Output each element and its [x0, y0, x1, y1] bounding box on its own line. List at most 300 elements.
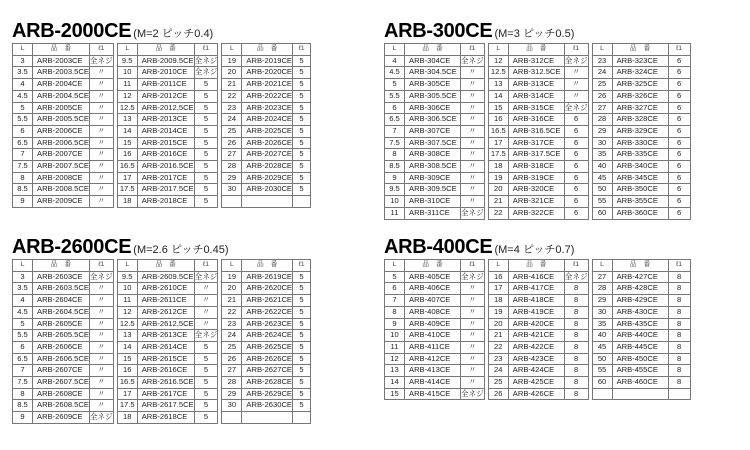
thread-length-cell: 5 [194, 90, 218, 102]
thread-length-cell: 〃 [89, 400, 113, 412]
thread-length-cell: 8 [564, 365, 588, 377]
thread-length-cell: 6 [668, 184, 690, 196]
thread-length-cell: 〃 [89, 79, 113, 91]
table-header-row [117, 260, 218, 272]
part-number-cell: ARB-2016.5CE [137, 161, 194, 173]
part-number-cell: ARB-314CE [508, 90, 564, 102]
part-number-cell: ARB-327CE [612, 102, 668, 114]
series-spec: (M=2.6 ピッチ0.45) [133, 244, 229, 256]
length-cell: 22 [488, 207, 508, 219]
table-row [222, 114, 311, 126]
table-row [385, 55, 485, 67]
thread-length-cell: 6 [564, 161, 588, 173]
table-row [385, 125, 485, 137]
length-cell: 35 [592, 318, 612, 330]
table-header-row [13, 44, 114, 56]
thread-length-cell: 5 [293, 388, 311, 400]
length-cell: 9 [385, 172, 405, 184]
part-number-cell: ARB-2625CE [242, 341, 293, 353]
table-row [592, 184, 690, 196]
part-number-cell: ARB-428CE [612, 283, 668, 295]
part-number-cell: ARB-310CE [405, 196, 461, 208]
length-cell: 14 [117, 125, 137, 137]
table-row [117, 102, 218, 114]
thread-length-cell: 〃 [89, 295, 113, 307]
table-row [13, 67, 114, 79]
part-number-cell [242, 196, 293, 208]
thread-length-cell: 〃 [89, 137, 113, 149]
table-row [385, 114, 485, 126]
table-row [13, 149, 114, 161]
part-number-cell: ARB-414CE [405, 377, 461, 389]
part-number-cell: ARB-2623CE [242, 318, 293, 330]
part-number-cell [612, 388, 668, 400]
table-row [385, 318, 485, 330]
table-row [117, 306, 218, 318]
part-number-cell: ARB-306CE [405, 102, 461, 114]
thread-length-cell: 6 [668, 79, 690, 91]
thread-length-cell: 5 [293, 377, 311, 389]
header-length: L [117, 260, 137, 272]
part-number-cell: ARB-2011CE [137, 79, 194, 91]
length-cell: 17.5 [117, 184, 137, 196]
table-row [222, 196, 311, 208]
part-number-cell: ARB-2613CE [137, 330, 194, 342]
thread-length-cell: 6 [564, 196, 588, 208]
thread-length-cell: 〃 [89, 149, 113, 161]
table-row [592, 196, 690, 208]
length-cell: 23 [592, 55, 612, 67]
thread-length-cell: 〃 [461, 330, 485, 342]
part-number-cell: ARB-2603CE [33, 271, 90, 283]
thread-length-cell: 〃 [89, 102, 113, 114]
part-number-cell: ARB-308.5CE [405, 161, 461, 173]
table-row [13, 388, 114, 400]
table-row [592, 149, 690, 161]
length-cell: 11 [117, 295, 137, 307]
part-number-cell: ARB-425CE [508, 377, 564, 389]
table-row [117, 271, 218, 283]
table-row [222, 283, 311, 295]
header-length: L [488, 260, 508, 272]
series-spec: (M=2 ピッチ0.4) [133, 28, 214, 40]
table-row [13, 330, 114, 342]
part-number-cell: ARB-411CE [405, 341, 461, 353]
table-row [592, 161, 690, 173]
part-number-cell: ARB-460CE [612, 377, 668, 389]
part-number-cell: ARB-335CE [612, 149, 668, 161]
part-number-cell: ARB-2609CE [33, 412, 90, 424]
table-row [13, 412, 114, 424]
section-title [12, 236, 311, 258]
length-cell: 8 [385, 306, 405, 318]
table-row [117, 283, 218, 295]
header-part-number: 品 番 [33, 44, 90, 56]
table-row [117, 365, 218, 377]
thread-length-cell [293, 412, 311, 424]
thread-length-cell: 〃 [564, 67, 588, 79]
thread-length-cell: 8 [564, 295, 588, 307]
length-cell: 6.5 [13, 353, 33, 365]
thread-length-cell: 〃 [89, 365, 113, 377]
part-number-cell: ARB-450CE [612, 353, 668, 365]
length-cell: 5 [13, 102, 33, 114]
table-row [488, 79, 588, 91]
thread-length-cell: 6 [564, 172, 588, 184]
header-part-number: 品 番 [508, 44, 564, 56]
length-cell: 60 [592, 207, 612, 219]
header-thread-length: ℓ1 [89, 44, 113, 56]
thread-length-cell: 全ネジ [89, 412, 113, 424]
table-row [385, 295, 485, 307]
table-row [488, 341, 588, 353]
table-row [117, 196, 218, 208]
part-number-cell: ARB-420CE [508, 318, 564, 330]
thread-length-cell: 8 [564, 330, 588, 342]
table-header-row [592, 260, 690, 272]
thread-length-cell: 5 [293, 295, 311, 307]
length-cell: 6 [385, 102, 405, 114]
thread-length-cell: 〃 [89, 161, 113, 173]
part-number-cell: ARB-2006.5CE [33, 137, 90, 149]
table-row [385, 271, 485, 283]
header-thread-length: ℓ1 [194, 44, 218, 56]
table-row [13, 377, 114, 389]
thread-length-cell: 8 [668, 341, 690, 353]
thread-length-cell: 〃 [461, 102, 485, 114]
table-row [222, 330, 311, 342]
thread-length-cell [293, 196, 311, 208]
length-cell: 8 [13, 388, 33, 400]
table-row [488, 271, 588, 283]
table-row [592, 207, 690, 219]
thread-length-cell: 〃 [89, 377, 113, 389]
table-row [117, 67, 218, 79]
table-row [13, 125, 114, 137]
part-number-cell: ARB-318CE [508, 161, 564, 173]
thread-length-cell: 5 [194, 172, 218, 184]
length-cell: 11 [385, 207, 405, 219]
table-row [592, 114, 690, 126]
part-number-cell: ARB-445CE [612, 341, 668, 353]
length-cell: 50 [592, 353, 612, 365]
thread-length-cell: 8 [668, 271, 690, 283]
part-number-cell: ARB-2021CE [242, 79, 293, 91]
table-row [592, 137, 690, 149]
part-number-cell: ARB-2618CE [137, 412, 194, 424]
length-cell: 17 [117, 172, 137, 184]
part-number-cell: ARB-326CE [612, 90, 668, 102]
thread-length-cell: 〃 [461, 184, 485, 196]
thread-length-cell: 5 [194, 125, 218, 137]
length-cell: 25 [592, 79, 612, 91]
table-row [385, 102, 485, 114]
spec-tables [12, 43, 311, 208]
table-row [13, 306, 114, 318]
length-cell: 30 [222, 184, 242, 196]
thread-length-cell: 6 [668, 102, 690, 114]
part-number-cell: ARB-408CE [405, 306, 461, 318]
length-cell: 21 [222, 79, 242, 91]
table-row [592, 172, 690, 184]
part-number-cell: ARB-319CE [508, 172, 564, 184]
table-row [117, 388, 218, 400]
part-number-cell: ARB-2017CE [137, 172, 194, 184]
thread-length-cell: 5 [293, 353, 311, 365]
table-row [13, 295, 114, 307]
thread-length-cell: 5 [293, 283, 311, 295]
thread-length-cell: 〃 [461, 353, 485, 365]
part-number-cell: ARB-435CE [612, 318, 668, 330]
thread-length-cell: 5 [194, 365, 218, 377]
part-number-cell: ARB-429CE [612, 295, 668, 307]
part-number-cell: ARB-2008.5CE [33, 184, 90, 196]
part-number-cell: ARB-312CE [508, 55, 564, 67]
table-row [592, 125, 690, 137]
thread-length-cell: 8 [564, 306, 588, 318]
thread-length-cell: 〃 [461, 90, 485, 102]
length-cell: 8.5 [13, 400, 33, 412]
spec-table [12, 259, 114, 424]
thread-length-cell: 全ネジ [461, 388, 485, 400]
table-row [222, 377, 311, 389]
thread-length-cell: 全ネジ [461, 271, 485, 283]
thread-length-cell: 6 [668, 161, 690, 173]
thread-length-cell: 8 [668, 283, 690, 295]
thread-length-cell: 〃 [461, 67, 485, 79]
table-row [592, 330, 690, 342]
table-row [385, 377, 485, 389]
length-cell: 7 [13, 149, 33, 161]
length-cell: 26 [592, 90, 612, 102]
table-row [13, 90, 114, 102]
header-part-number: 品 番 [242, 260, 293, 272]
part-number-cell: ARB-2630CE [242, 400, 293, 412]
table-row [117, 377, 218, 389]
length-cell: 5.5 [385, 90, 405, 102]
thread-length-cell: 8 [668, 306, 690, 318]
part-number-cell: ARB-405CE [405, 271, 461, 283]
part-number-cell: ARB-2604CE [33, 295, 90, 307]
thread-length-cell: 6 [668, 55, 690, 67]
table-row [592, 365, 690, 377]
table-row [592, 377, 690, 389]
table-row [222, 184, 311, 196]
thread-length-cell: 〃 [194, 283, 218, 295]
header-length: L [592, 44, 612, 56]
part-number-cell: ARB-2612.5CE [137, 318, 194, 330]
thread-length-cell: 5 [293, 365, 311, 377]
length-cell: 12.5 [117, 102, 137, 114]
spec-table [488, 43, 589, 220]
part-number-cell: ARB-426CE [508, 388, 564, 400]
header-thread-length: ℓ1 [668, 44, 690, 56]
part-number-cell: ARB-2604.5CE [33, 306, 90, 318]
table-row [222, 125, 311, 137]
part-number-cell: ARB-304.5CE [405, 67, 461, 79]
length-cell: 4.5 [385, 67, 405, 79]
thread-length-cell: 8 [564, 283, 588, 295]
table-row [385, 341, 485, 353]
length-cell: 16.5 [488, 125, 508, 137]
length-cell: 7.5 [13, 377, 33, 389]
part-number-cell: ARB-311CE [405, 207, 461, 219]
length-cell: 3.5 [13, 67, 33, 79]
thread-length-cell: 5 [194, 388, 218, 400]
part-number-cell: ARB-2619CE [242, 271, 293, 283]
thread-length-cell: 6 [564, 125, 588, 137]
table-row [13, 271, 114, 283]
length-cell: 20 [488, 318, 508, 330]
part-number-cell: ARB-2024CE [242, 114, 293, 126]
part-number-cell: ARB-2028CE [242, 161, 293, 173]
length-cell: 8 [385, 149, 405, 161]
table-row [488, 196, 588, 208]
part-number-cell: ARB-355CE [612, 196, 668, 208]
part-number-cell: ARB-2612CE [137, 306, 194, 318]
length-cell: 5 [385, 271, 405, 283]
table-row [488, 102, 588, 114]
table-row [385, 184, 485, 196]
thread-length-cell: 6 [564, 184, 588, 196]
table-row [385, 172, 485, 184]
length-cell: 13 [488, 79, 508, 91]
length-cell: 5 [13, 318, 33, 330]
table-row [592, 388, 690, 400]
part-number-cell: ARB-2025CE [242, 125, 293, 137]
thread-length-cell: 6 [564, 149, 588, 161]
part-number-cell: ARB-2626CE [242, 353, 293, 365]
thread-length-cell: 5 [194, 341, 218, 353]
table-row [117, 114, 218, 126]
part-number-cell: ARB-2014CE [137, 125, 194, 137]
thread-length-cell: 5 [293, 102, 311, 114]
section-title [384, 236, 691, 258]
thread-length-cell: 〃 [89, 184, 113, 196]
thread-length-cell: 〃 [461, 149, 485, 161]
part-number-cell: ARB-455CE [612, 365, 668, 377]
table-row [13, 161, 114, 173]
thread-length-cell: 5 [293, 125, 311, 137]
thread-length-cell: 〃 [461, 125, 485, 137]
length-cell: 30 [592, 137, 612, 149]
table-row [117, 295, 218, 307]
part-number-cell: ARB-2017.5CE [137, 184, 194, 196]
part-number-cell: ARB-2027CE [242, 149, 293, 161]
length-cell: 29 [222, 388, 242, 400]
length-cell: 10 [117, 283, 137, 295]
table-row [13, 365, 114, 377]
part-number-cell: ARB-2629CE [242, 388, 293, 400]
header-length: L [222, 260, 242, 272]
thread-length-cell: 〃 [461, 283, 485, 295]
thread-length-cell: 5 [194, 400, 218, 412]
table-row [222, 90, 311, 102]
thread-length-cell: 5 [194, 114, 218, 126]
part-number-cell: ARB-2611CE [137, 295, 194, 307]
part-number-cell: ARB-328CE [612, 114, 668, 126]
part-number-cell: ARB-345CE [612, 172, 668, 184]
table-row [592, 271, 690, 283]
length-cell: 20 [222, 67, 242, 79]
length-cell: 22 [222, 90, 242, 102]
thread-length-cell: 8 [564, 353, 588, 365]
table-row [117, 55, 218, 67]
spec-table [221, 259, 311, 424]
thread-length-cell: 5 [194, 196, 218, 208]
table-row [222, 341, 311, 353]
length-cell: 7 [13, 365, 33, 377]
thread-length-cell: 5 [293, 149, 311, 161]
header-thread-length: ℓ1 [461, 260, 485, 272]
table-row [385, 137, 485, 149]
length-cell: 19 [488, 172, 508, 184]
length-cell: 27 [592, 102, 612, 114]
length-cell: 24 [592, 67, 612, 79]
thread-length-cell: 5 [293, 330, 311, 342]
length-cell: 4.5 [13, 90, 33, 102]
part-number-cell: ARB-2607CE [33, 365, 90, 377]
thread-length-cell: 全ネジ [194, 67, 218, 79]
thread-length-cell: 5 [194, 149, 218, 161]
thread-length-cell: 〃 [89, 353, 113, 365]
table-row [385, 365, 485, 377]
length-cell: 23 [222, 102, 242, 114]
length-cell: 9 [13, 196, 33, 208]
table-row [488, 125, 588, 137]
length-cell: 16.5 [117, 161, 137, 173]
thread-length-cell: 全ネジ [461, 55, 485, 67]
thread-length-cell: 5 [293, 55, 311, 67]
thread-length-cell: 5 [194, 184, 218, 196]
length-cell: 21 [488, 196, 508, 208]
spec-table [592, 259, 691, 400]
length-cell: 24 [222, 114, 242, 126]
thread-length-cell: 6 [668, 172, 690, 184]
table-row [13, 102, 114, 114]
part-number-cell: ARB-2013CE [137, 114, 194, 126]
thread-length-cell: 〃 [461, 365, 485, 377]
table-row [488, 283, 588, 295]
part-number-cell: ARB-329CE [612, 125, 668, 137]
length-cell: 24 [222, 330, 242, 342]
length-cell: 14 [117, 341, 137, 353]
part-number-cell: ARB-2015CE [137, 137, 194, 149]
thread-length-cell: 8 [564, 388, 588, 400]
spec-table [592, 43, 691, 220]
part-number-cell: ARB-2610CE [137, 283, 194, 295]
part-number-cell: ARB-424CE [508, 365, 564, 377]
length-cell: 5 [385, 79, 405, 91]
length-cell: 16 [117, 149, 137, 161]
part-number-cell: ARB-2003.5CE [33, 67, 90, 79]
part-number-cell: ARB-412CE [405, 353, 461, 365]
length-cell: 28 [592, 283, 612, 295]
length-cell: 14 [488, 90, 508, 102]
table-row [117, 353, 218, 365]
part-number-cell: ARB-308CE [405, 149, 461, 161]
table-row [117, 125, 218, 137]
length-cell: 3.5 [13, 283, 33, 295]
part-number-cell: ARB-316CE [508, 114, 564, 126]
table-row [117, 400, 218, 412]
part-number-cell: ARB-2016CE [137, 149, 194, 161]
thread-length-cell: 8 [668, 377, 690, 389]
thread-length-cell: 全ネジ [194, 55, 218, 67]
part-number-cell: ARB-2615CE [137, 353, 194, 365]
spec-table [488, 259, 589, 400]
table-row [385, 353, 485, 365]
